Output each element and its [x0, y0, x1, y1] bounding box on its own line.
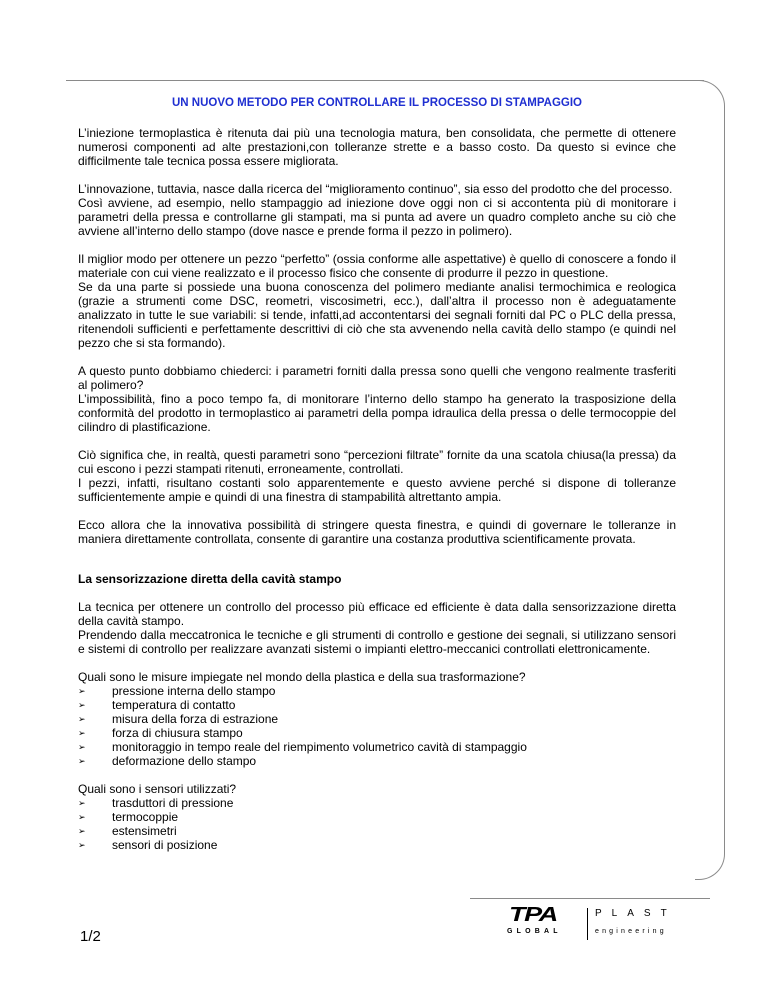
list-item: ➢ sensori di posizione: [78, 838, 218, 852]
logo-plast-text: PLAST: [595, 908, 677, 919]
document-title: UN NUOVO METODO PER CONTROLLARE IL PROCESSO DI STAMPAGGIO: [172, 97, 582, 109]
arrow-bullet-icon: ➢: [78, 714, 86, 724]
logo-left-block: [507, 904, 582, 938]
arrow-bullet-icon: ➢: [78, 742, 86, 752]
bottom-rule: [470, 898, 710, 899]
measures-list: [78, 684, 676, 768]
page-frame-curve: [695, 80, 725, 880]
paragraph-9: I pezzi, infatti, risultano costanti solo apparentemente e questo avviene perché si dispone di tolleranze sufficientemente ampie e quindi di una finestra di stampabilità altrettanto ampia.: [78, 476, 676, 504]
arrow-bullet-icon: ➢: [78, 840, 86, 850]
paragraph-10: Ecco allora che la innovativa possibilità di stringere questa finestra, e quindi di governare le tolleranze in maniera direttamente controllata, consente di garantire una costanza produttiva scientificamente provata.: [78, 518, 676, 546]
paragraph-8: Ciò significa che, in realtà, questi parametri sono “percezioni filtrate” fornite da una scatola chiusa(la pressa) da cui escono i pezzi stampati ritenuti, erroneamente, controllati.: [78, 448, 676, 476]
section-paragraph-1: La tecnica per ottenere un controllo del processo più efficace ed efficiente è data dalla sensorizzazione diretta della cavità stampo.: [78, 600, 676, 628]
logo-engineering-text: engineering: [595, 928, 667, 935]
question-sensors: Quali sono i sensori utilizzati?: [78, 782, 237, 796]
paragraph-5: Se da una parte si possiede una buona conoscenza del polimero mediante analisi termochimica e reologica (grazie a strumenti come DSC, reometri, viscosimetri, ecc.), dall’altra il processo non è adeguatamente analizzato in tutte le sue variabili: si tende, infatti,ad accontentarsi dei segnali forniti dal PC o PLC della pressa, ritenendoli sufficienti e perfettamente descrittivi di ciò che sta avvenendo nella cavità dello stampo (e quindi nel pezzo che si sta formando).: [78, 280, 676, 350]
top-rule: [66, 80, 704, 81]
logo-divider: [587, 908, 588, 940]
list-item: ➢ estensimetri: [78, 824, 177, 838]
arrow-bullet-icon: ➢: [78, 700, 86, 710]
list-item: ➢ pressione interna dello stampo: [78, 684, 276, 698]
question-measures: Quali sono le misure impiegate nel mondo della plastica e della sua trasformazione?: [78, 670, 526, 684]
paragraph-7: L’impossibilità, fino a poco tempo fa, di monitorare l’interno dello stampo ha generato la trasposizione della conformità del prodotto in termoplastico ai parametri della pompa idraulica della pressa o delle termocoppie del cilindro di plastificazione.: [78, 392, 676, 434]
list-item: ➢ trasduttori di pressione: [78, 796, 234, 810]
section-heading: La sensorizzazione diretta della cavità stampo: [78, 572, 342, 586]
paragraph-1: L’iniezione termoplastica è ritenuta dai più una tecnologia matura, ben consolidata, che permette di ottenere numerosi componenti ad alte prestazioni,con tolleranze strette e a basso costo. Da questo si evince che difficilmente tale tecnica possa essere migliorata.: [78, 126, 676, 168]
company-logo: [507, 904, 677, 938]
arrow-bullet-icon: ➢: [78, 812, 86, 822]
sensors-list: [78, 796, 676, 852]
arrow-bullet-icon: ➢: [78, 826, 86, 836]
list-item: ➢ termocoppie: [78, 810, 179, 824]
paragraph-2: L’innovazione, tuttavia, nasce dalla ricerca del “miglioramento continuo”, sia esso del prodotto che del processo.: [78, 182, 673, 196]
logo-global-text: GLOBAL: [507, 928, 562, 935]
page-number: 1/2: [80, 928, 101, 945]
list-item: ➢ misura della forza di estrazione: [78, 712, 279, 726]
paragraph-4: Il miglior modo per ottenere un pezzo “perfetto” (ossia conforme alle aspettative) è quello di conoscere a fondo il materiale con cui viene realizzato e il processo fisico che consente di produrre il pezzo in questione.: [78, 252, 676, 280]
list-item: ➢ forza di chiusura stampo: [78, 726, 243, 740]
arrow-bullet-icon: ➢: [78, 686, 86, 696]
list-item: ➢ temperatura di contatto: [78, 698, 236, 712]
list-item: ➢ deformazione dello stampo: [78, 754, 257, 768]
paragraph-6: A questo punto dobbiamo chiederci: i parametri forniti dalla pressa sono quelli che vengono realmente trasferiti al polimero?: [78, 364, 676, 392]
logo-mark: TPA: [509, 904, 557, 926]
arrow-bullet-icon: ➢: [78, 728, 86, 738]
document-body: [78, 96, 676, 866]
section-paragraph-2: Prendendo dalla meccatronica le tecniche e gli strumenti di controllo e gestione dei segnali, si utilizzano sensori e sistemi di controllo per realizzare avanzati sistemi o impianti elettro-meccanici controllati elettronicamente.: [78, 628, 676, 656]
arrow-bullet-icon: ➢: [78, 798, 86, 808]
paragraph-3: Così avviene, ad esempio, nello stampaggio ad iniezione dove oggi non ci si accontenta più di monitorare i parametri della pressa e controllarne gli stampati, ma si punta ad avere un quadro completo anche su ciò che avviene all’interno dello stampo (dove nasce e prende forma il pezzo in polimero).: [78, 196, 676, 238]
list-item: ➢ monitoraggio in tempo reale del riempimento volumetrico cavità di stampaggio: [78, 740, 527, 754]
arrow-bullet-icon: ➢: [78, 756, 86, 766]
